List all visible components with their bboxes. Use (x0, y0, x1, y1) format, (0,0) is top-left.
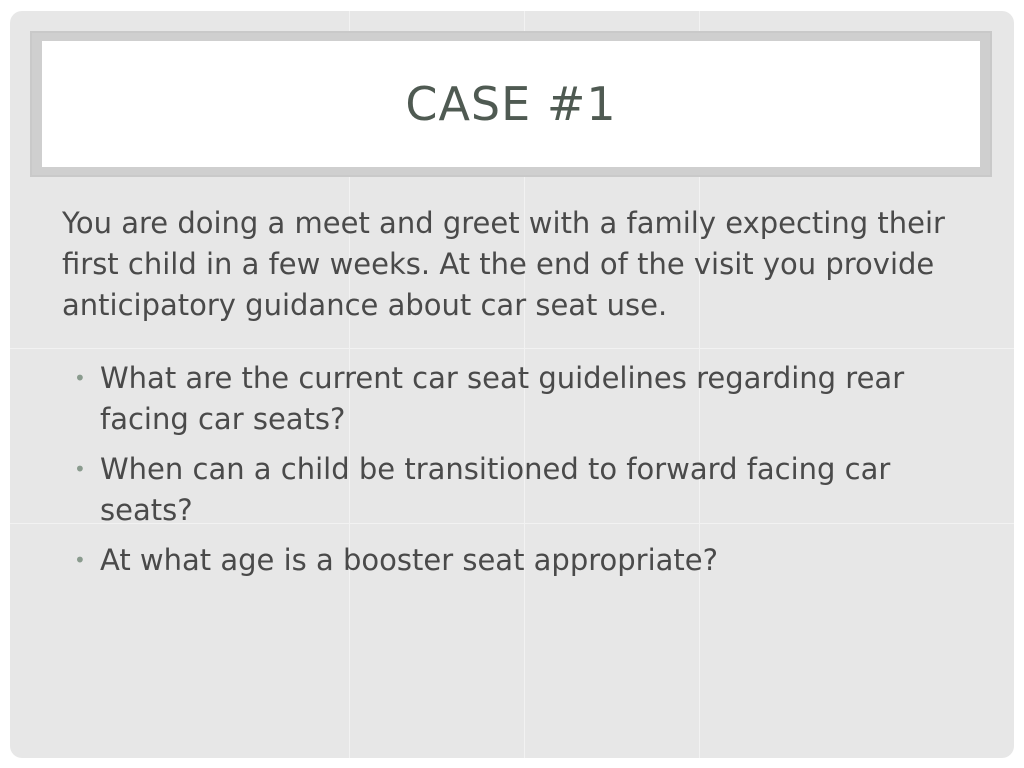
list-item-text: When can a child be transitioned to forward facing car seats? (100, 452, 891, 527)
list-item-text: At what age is a booster seat appropriate? (100, 543, 719, 577)
question-list (62, 358, 962, 581)
title-frame (30, 31, 992, 177)
title-box (42, 41, 980, 167)
slide-title: CASE #1 (405, 77, 617, 131)
bullet-icon: • (74, 548, 86, 572)
slide-body (62, 203, 962, 590)
slide (10, 11, 1014, 758)
list-item (62, 540, 962, 581)
list-item (62, 449, 962, 531)
list-item (62, 358, 962, 440)
intro-paragraph: You are doing a meet and greet with a family expecting their first child in a few weeks. At the end of the visit you provide anticipatory guidance about car seat use. (62, 206, 945, 322)
bullet-icon: • (74, 366, 86, 390)
bullet-icon: • (74, 457, 86, 481)
list-item-text: What are the current car seat guidelines regarding rear facing car seats? (100, 361, 905, 436)
